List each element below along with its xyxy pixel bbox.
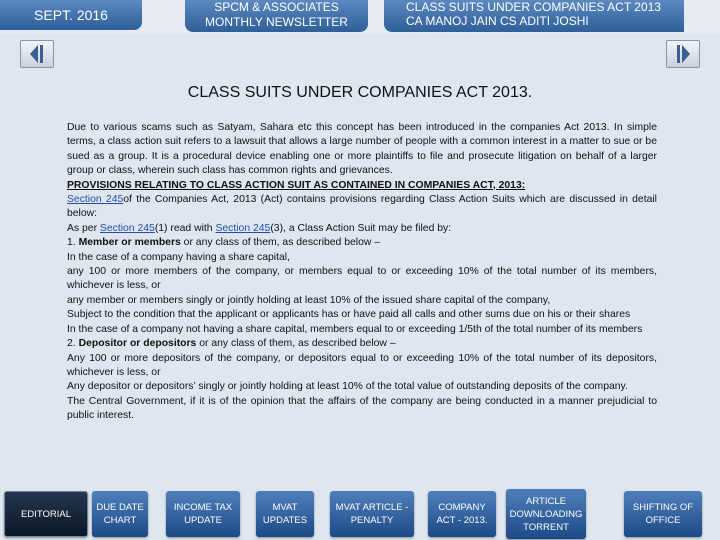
newsletter-name: SPCM & ASSOCIATES xyxy=(214,0,339,14)
arrow-left-icon xyxy=(21,41,53,67)
item-1-heading xyxy=(67,236,657,250)
item-1-bold: Member or members xyxy=(78,237,181,249)
issue-date: SEPT. 2016 xyxy=(0,0,142,30)
item-1-b: any 100 or more members of the company, or members equal to or exceeding 10% of the total number of its members, whichever is less, or xyxy=(67,266,657,292)
item-2-heading xyxy=(67,337,657,351)
item-1-c: any member or members singly or jointly holding at least 10% of the issued share capital of the company, xyxy=(67,294,551,306)
item-1-rest: or any class of them, as described below – xyxy=(180,237,381,249)
newsletter-type: MONTHLY NEWSLETTER xyxy=(205,15,348,29)
section-paragraph xyxy=(67,193,657,222)
item-1-number: 1. xyxy=(67,237,79,249)
shifting-office-button[interactable]: SHIFTING OF OFFICE xyxy=(624,491,702,537)
section-245-link-3[interactable]: Section 245 xyxy=(215,222,271,234)
newsletter-title xyxy=(185,0,368,32)
item-2-b: Any depositor or depositors’ singly or jointly holding at least 10% of the total value of outstanding deposits of the company. xyxy=(67,381,628,393)
item-1-d: Subject to the condition that the applicant or applicants has or have paid all calls and other sums due on his or their shares xyxy=(67,309,631,321)
next-page-button[interactable] xyxy=(666,40,700,68)
mvat-article-penalty-button[interactable]: MVAT ARTICLE - PENALTY xyxy=(330,491,414,537)
arrow-right-icon xyxy=(667,41,699,67)
as-per-suffix: (3), a Class Action Suit may be filed by: xyxy=(270,222,452,234)
provisions-heading: PROVISIONS RELATING TO CLASS ACTION SUIT AS CONTAINED IN COMPANIES ACT, 2013: xyxy=(67,179,526,191)
as-per-mid: (1) read with xyxy=(154,222,216,234)
income-tax-update-button[interactable]: INCOME TAX UPDATE xyxy=(166,491,240,537)
closing-paragraph: The Central Government, if it is of the opinion that the affairs of the company are being conducted in a manner prejudicial to public interest. xyxy=(67,395,657,422)
item-2-bold: Depositor or depositors xyxy=(78,338,197,350)
item-1-a: In the case of a company having a share capital, xyxy=(67,251,290,263)
mvat-updates-button[interactable]: MVAT UPDATES xyxy=(256,491,314,537)
section-245-link[interactable]: Section 245 xyxy=(67,194,124,206)
item-2-a: Any 100 or more depositors of the company, or depositors equal to or exceeding 10% of the total number of its depositors, whichever is less, or xyxy=(67,352,657,378)
previous-page-button[interactable] xyxy=(20,40,54,68)
as-per-prefix: As per xyxy=(67,222,100,234)
item-1-e: In the case of a company not having a share capital, members equal to or exceeding 1/5th of the total number of its members xyxy=(67,323,643,335)
article-torrent-button[interactable]: ARTICLE DOWNLOADING TORRENT xyxy=(506,489,586,539)
subject-title: CLASS SUITS UNDER COMPANIES ACT 2013 xyxy=(406,0,661,14)
page-title: CLASS SUITS UNDER COMPANIES ACT 2013. xyxy=(187,84,533,101)
item-2-rest: or any class of them, as described below – xyxy=(196,338,396,350)
due-date-chart-button[interactable]: DUE DATE CHART xyxy=(92,491,148,537)
article-body xyxy=(67,121,657,424)
subject-authors: CA MANOJ JAIN CS ADITI JOSHI xyxy=(406,14,589,28)
editorial-button[interactable]: EDITORIAL xyxy=(4,491,88,537)
article-subject xyxy=(384,0,684,32)
section-245-link-1[interactable]: Section 245 xyxy=(99,222,155,234)
item-2-number: 2. xyxy=(67,338,79,350)
intro-paragraph: Due to various scams such as Satyam, Sahara etc this concept has been introduced in the companies Act 2013. In simple terms, a class action suit refers to a lawsuit that allows a large number of people with a common interest in a matter to sue or be sued as a group. It is a procedural device enabling one or more plaintiffs to file and prosecute litigation on behalf of a larger group or class, wherein such class has common rights and grievances. xyxy=(67,122,657,177)
section-text: of the Companies Act, 2013 (Act) contains provisions regarding Class Action Suits which are discussed in detail below: xyxy=(67,194,657,220)
company-act-button[interactable]: COMPANY ACT - 2013. xyxy=(428,491,496,537)
footer-nav xyxy=(0,487,720,540)
as-per-paragraph xyxy=(67,222,657,236)
